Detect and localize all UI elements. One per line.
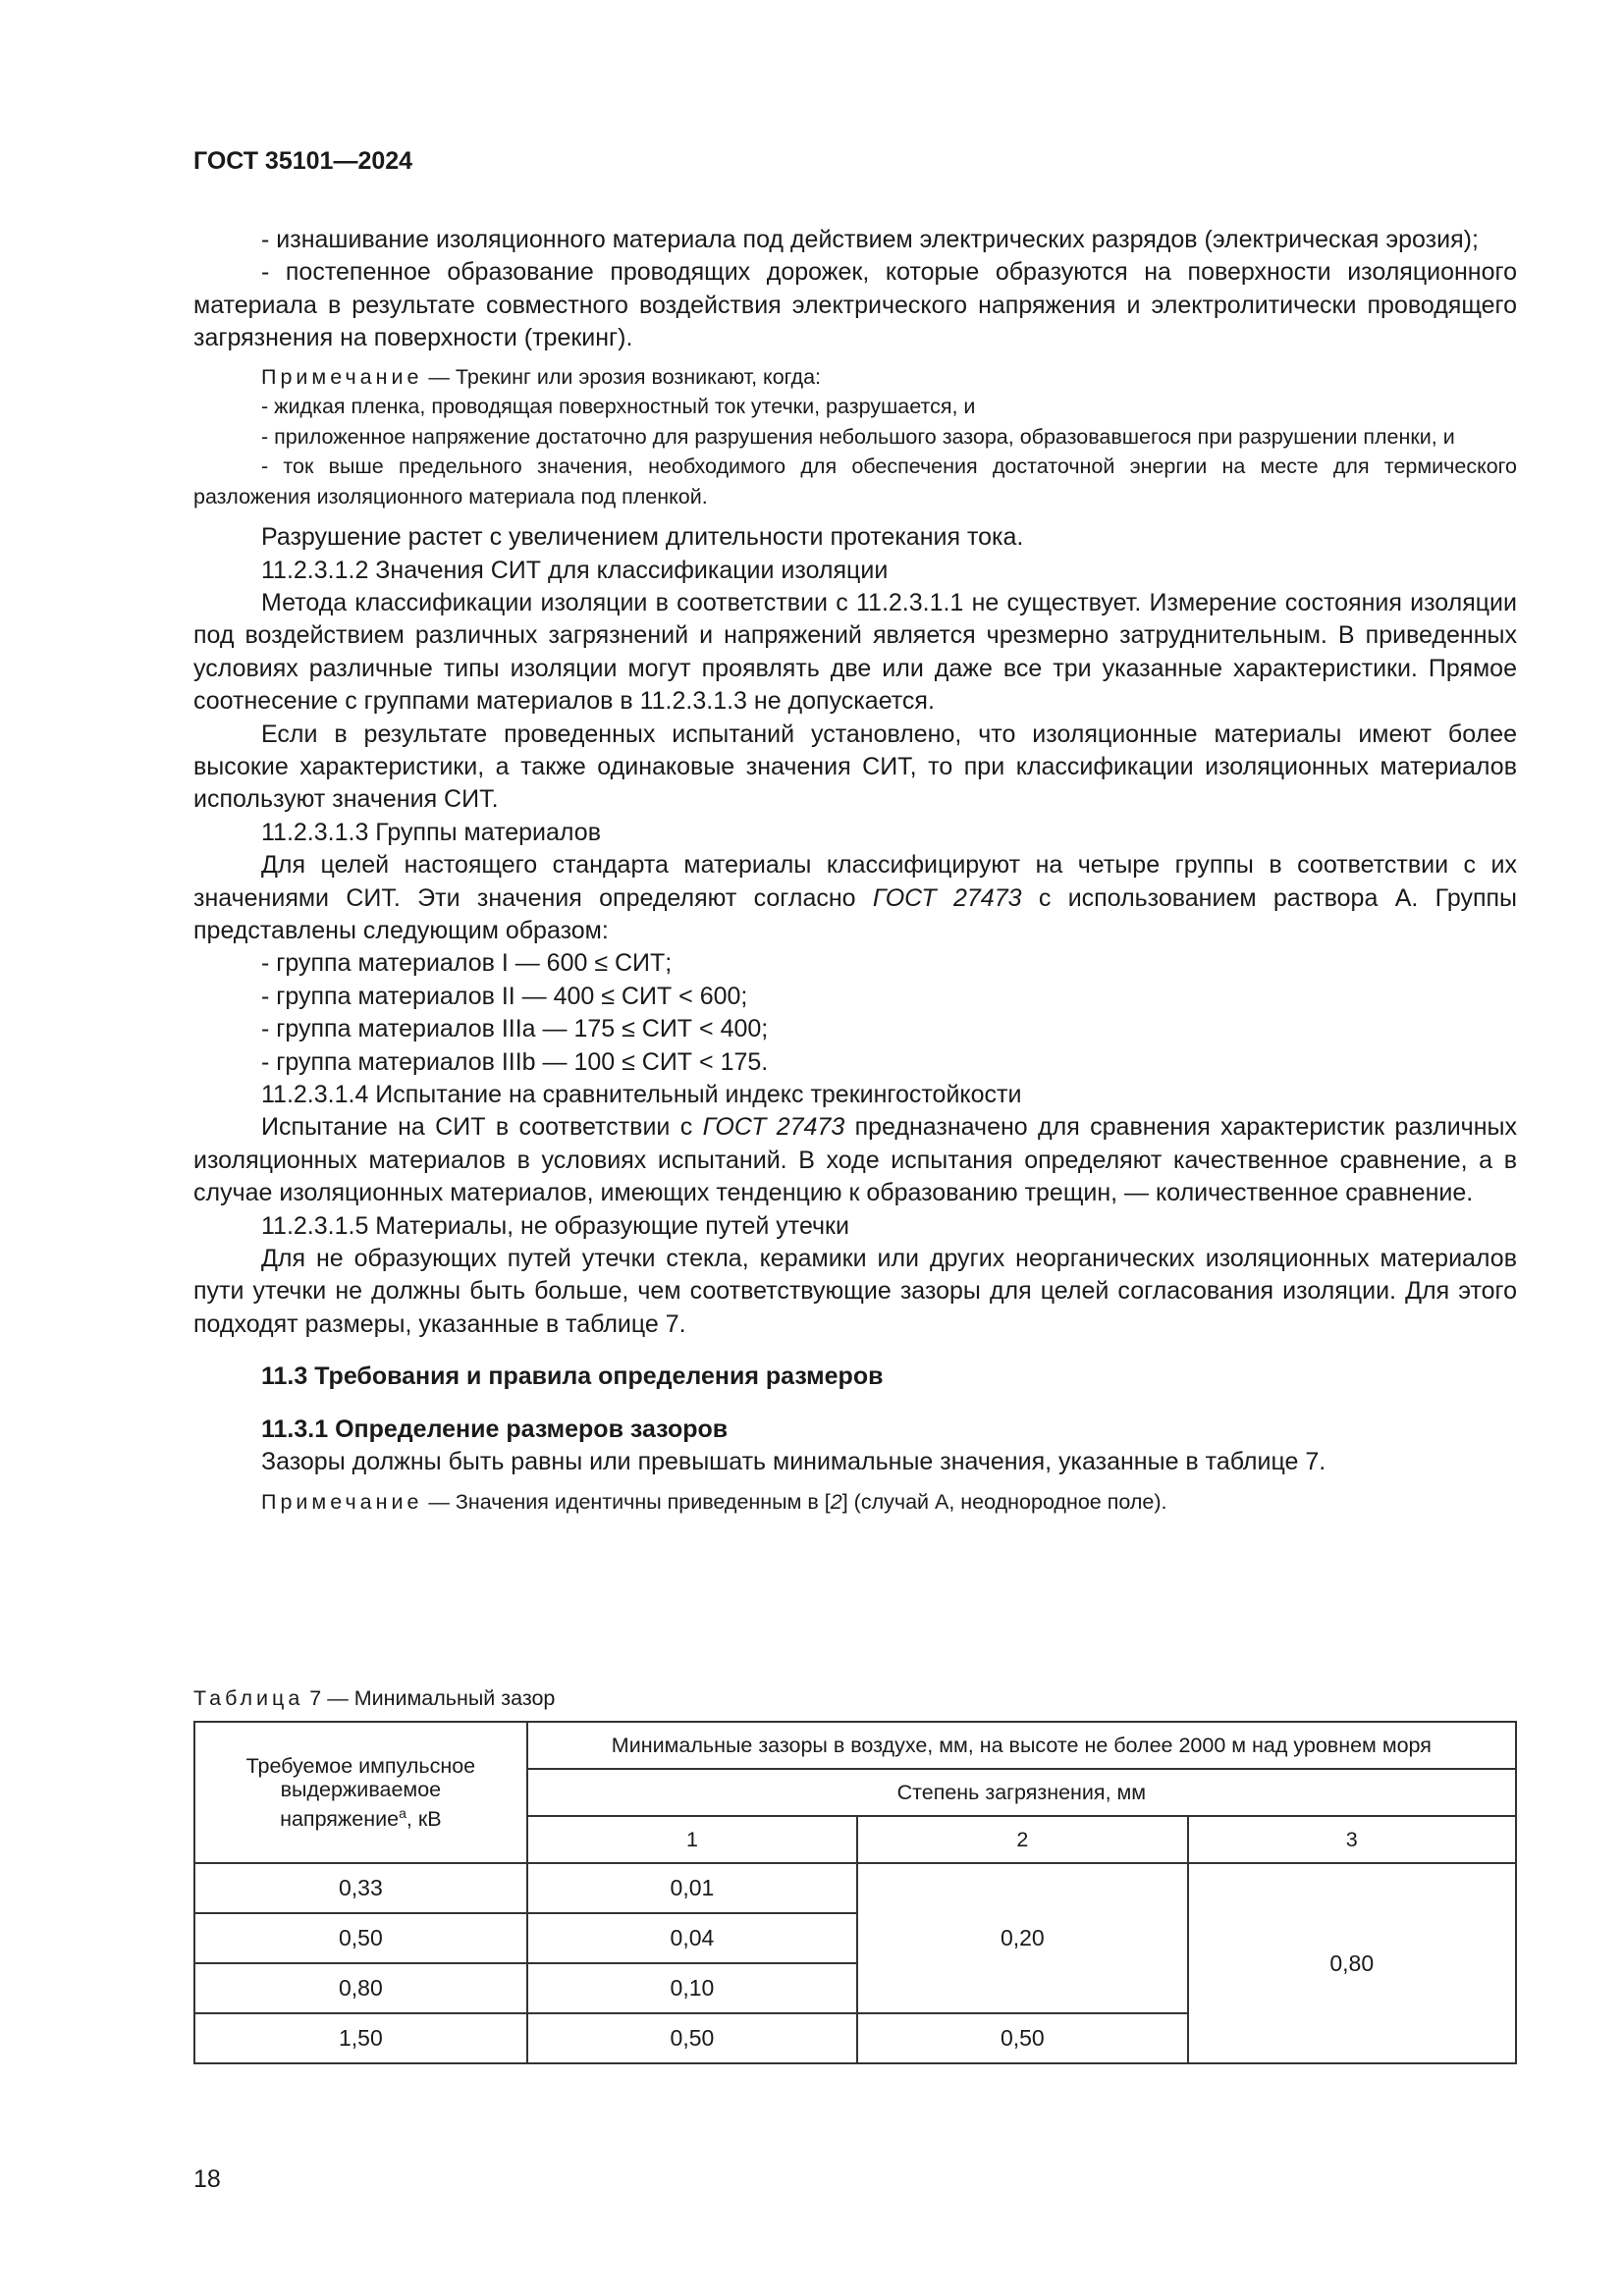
list-item-erosion: - изнашивание изоляционного материала под действием электрических разрядов (электрическая эрозия); [261, 226, 1479, 253]
paragraph-groups: Для целей настоящего стандарта материалы классифицируют на четыре группы в соответствии с их значениями СИТ. Эти значения определяют согласно ГОСТ 27473 с использованием раствора А. Группы представлены следующим образом: [193, 851, 1517, 944]
clearance-cell: 0,50 [857, 2013, 1187, 2063]
section-title-11-2-3-1-2: 11.2.3.1.2 Значения СИТ для классификации изоляции [261, 556, 889, 584]
note-item: - приложенное напряжение достаточно для разрушения небольшого зазора, образовавшегося при разрушении пленки, и [261, 424, 1455, 449]
paragraph-test: Испытание на СИТ в соответствии с ГОСТ 27473 предназначено для сравнения характеристик различных изоляционных материалов в условиях испытаний. В ходе испытания определяют качественное сравнение, а в случае изоляционных материалов, имеющих тенденцию к образованию трещин, — количественное сравнение. [193, 1113, 1517, 1207]
list-item-tracking: - постепенное образование проводящих дорожек, которые образуются на поверхности изоляционного материала в результате совместного воздействия электрического напряжения и электролитически проводящего загрязнения на поверхности (трекинг). [193, 258, 1517, 352]
section-title-11-2-3-1-5: 11.2.3.1.5 Материалы, не образующие путей утечки [261, 1211, 849, 1240]
clearance-cell: 0,01 [527, 1863, 857, 1913]
bibliography-reference: 2 [830, 1489, 842, 1514]
document-code-header: ГОСТ 35101—2024 [193, 147, 413, 175]
group-list-item: - группа материалов IIIa — 175 ≤ СИТ < 400; [261, 1015, 769, 1043]
paragraph: Для не образующих путей утечки стекла, керамики или других неорганических изоляционных материалов пути утечки не должны быть больше, чем соответствующие зазоры для целей согласования изоляции. Для этого подходят размеры, указанные в таблице 7. [193, 1245, 1517, 1338]
clearance-cell: 0,04 [527, 1913, 857, 1963]
paragraph: Разрушение растет с увеличением длительности протекания тока. [261, 523, 1024, 552]
degree-header: 1 [527, 1816, 857, 1863]
voltage-cell: 1,50 [194, 2013, 527, 2063]
section-title-11-2-3-1-4: 11.2.3.1.4 Испытание на сравнительный индекс трекингостойкости [261, 1081, 1022, 1109]
group-list-item: - группа материалов IIIb — 100 ≤ СИТ < 175. [261, 1047, 769, 1076]
group-list-item: - группа материалов II — 400 ≤ СИТ < 600; [261, 982, 748, 1010]
degree-header: 3 [1188, 1816, 1516, 1863]
paragraph: Метода классификации изоляции в соответствии с 11.2.3.1.1 не существует. Измерение состояния изоляции под воздействием различных загрязнений и напряжений является чрезмерно затруднительным. В приведенных условиях различные типы изоляции могут проявлять две или даже все три указанные характеристики. Прямое соотнесение с группами материалов в 11.2.3.1.3 не допускается. [193, 588, 1517, 716]
group-list-item: - группа материалов I — 600 ≤ СИТ; [261, 949, 673, 978]
paragraph: Зазоры должны быть равны или превышать минимальные значения, указанные в таблице 7. [261, 1448, 1326, 1476]
standard-reference: ГОСТ 27473 [702, 1113, 845, 1142]
note-text: — Трекинг или эрозия возникают, когда: [422, 364, 822, 389]
body-text [193, 224, 1517, 1517]
page-number: 18 [193, 2165, 221, 2193]
heading-11-3-1: 11.3.1 Определение размеров зазоров [261, 1415, 729, 1443]
note-item: - ток выше предельного значения, необходимого для обеспечения достаточной энергии на месте для термического разложения изоляционного материала под пленкой. [193, 454, 1517, 508]
table-row [194, 1863, 1516, 1913]
section-title-11-2-3-1-3: 11.2.3.1.3 Группы материалов [261, 818, 601, 846]
pollution-degree-header: Степень загрязнения, мм [527, 1769, 1516, 1816]
voltage-header: Требуемое импульсное выдерживаемое напряжение$^а$, кВ [194, 1722, 527, 1863]
note-item: - жидкая пленка, проводящая поверхностный ток утечки, разрушается, и [261, 395, 976, 419]
clearance-table [193, 1721, 1517, 2064]
clearance-cell-merged: 0,80 [1188, 1863, 1516, 2063]
group-header: Минимальные зазоры в воздухе, мм, на высоте не более 2000 м над уровнем моря [527, 1722, 1516, 1769]
clearance-cell: 0,50 [527, 2013, 857, 2063]
degree-header: 2 [857, 1816, 1187, 1863]
note-tracking [193, 362, 1517, 512]
clearance-cell-merged: 0,20 [857, 1863, 1187, 2013]
heading-11-3: 11.3 Требования и правила определения размеров [261, 1362, 884, 1391]
standard-reference: ГОСТ 27473 [872, 883, 1022, 912]
note-label: Примечание [261, 364, 423, 389]
note-table: Примечание — Значения идентичны приведенным в [2] (случай А, неоднородное поле). [261, 1489, 1167, 1514]
table-caption: Таблица 7 — Минимальный зазор [193, 1686, 556, 1710]
paragraph: Если в результате проведенных испытаний установлено, что изоляционные материалы имеют более высокие характеристики, а также одинаковые значения СИТ, то при классификации изоляционных материалов используют значения СИТ. [193, 720, 1517, 814]
voltage-cell: 0,50 [194, 1913, 527, 1963]
note-label: Примечание [261, 1489, 423, 1514]
voltage-cell: 0,80 [194, 1963, 527, 2013]
clearance-cell: 0,10 [527, 1963, 857, 2013]
voltage-cell: 0,33 [194, 1863, 527, 1913]
